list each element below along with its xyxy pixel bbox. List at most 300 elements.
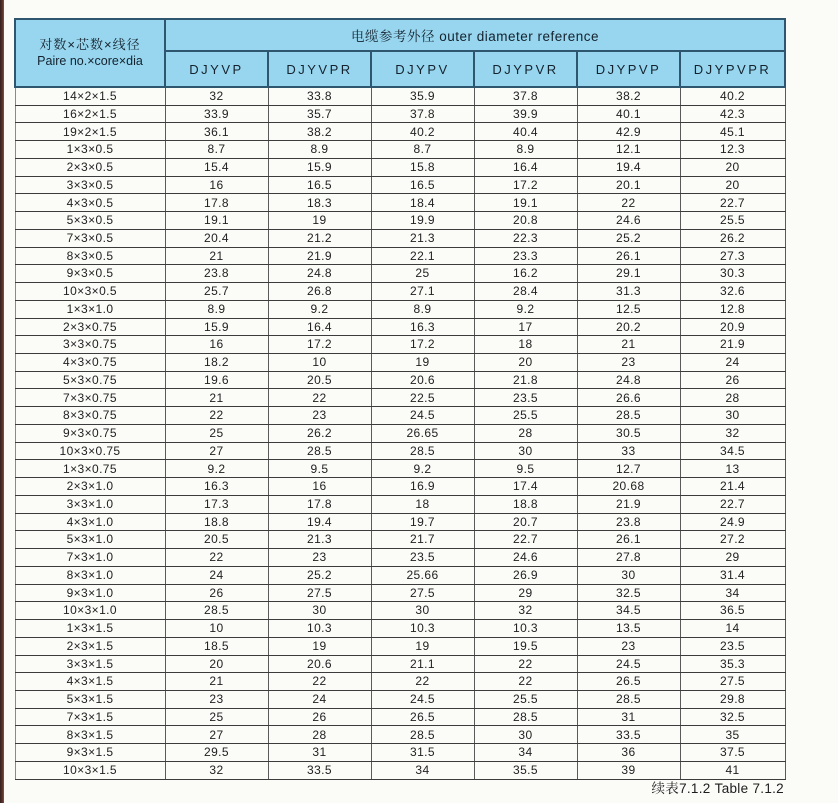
diameter-cell: 12.7 bbox=[577, 460, 680, 478]
table-row bbox=[15, 265, 785, 283]
diameter-cell: 28.5 bbox=[474, 708, 577, 726]
table-row bbox=[15, 176, 785, 194]
diameter-cell: 32 bbox=[165, 87, 268, 105]
diameter-cell: 15.8 bbox=[371, 158, 474, 176]
diameter-cell: 17.3 bbox=[165, 495, 268, 513]
diameter-cell: 24.5 bbox=[577, 655, 680, 673]
diameter-cell: 15.9 bbox=[268, 158, 371, 176]
diameter-cell: 21.4 bbox=[680, 478, 785, 496]
diameter-cell: 20.7 bbox=[474, 513, 577, 531]
diameter-cell: 25.5 bbox=[680, 212, 785, 230]
table-row bbox=[15, 229, 785, 247]
diameter-cell: 18.8 bbox=[474, 495, 577, 513]
diameter-cell: 22 bbox=[474, 655, 577, 673]
row-spec: 5×3×1.0 bbox=[15, 531, 165, 549]
table-row bbox=[15, 460, 785, 478]
diameter-cell: 9.5 bbox=[474, 460, 577, 478]
diameter-cell: 9.2 bbox=[474, 300, 577, 318]
diameter-cell: 23.3 bbox=[474, 247, 577, 265]
diameter-cell: 9.2 bbox=[165, 460, 268, 478]
diameter-cell: 27.3 bbox=[680, 247, 785, 265]
diameter-cell: 19.5 bbox=[474, 637, 577, 655]
diameter-cell: 17.2 bbox=[371, 336, 474, 354]
diameter-cell: 25.2 bbox=[577, 229, 680, 247]
diameter-cell: 37.8 bbox=[371, 105, 474, 123]
diameter-cell: 26.65 bbox=[371, 424, 474, 442]
table-row bbox=[15, 389, 785, 407]
diameter-cell: 32 bbox=[165, 761, 268, 779]
diameter-cell: 27.5 bbox=[371, 584, 474, 602]
table-row bbox=[15, 194, 785, 212]
table-row bbox=[15, 566, 785, 584]
row-spec: 3×3×0.75 bbox=[15, 336, 165, 354]
diameter-cell: 24.5 bbox=[371, 407, 474, 425]
row-spec: 10×3×0.5 bbox=[15, 283, 165, 301]
diameter-cell: 21.8 bbox=[474, 371, 577, 389]
diameter-cell: 28.5 bbox=[165, 602, 268, 620]
table-row bbox=[15, 690, 785, 708]
row-spec: 5×3×0.75 bbox=[15, 371, 165, 389]
diameter-cell: 36.5 bbox=[680, 602, 785, 620]
diameter-cell: 21 bbox=[165, 673, 268, 691]
diameter-cell: 25.5 bbox=[474, 407, 577, 425]
diameter-cell: 26.2 bbox=[268, 424, 371, 442]
diameter-cell: 17.2 bbox=[268, 336, 371, 354]
diameter-cell: 8.7 bbox=[371, 141, 474, 159]
table-row bbox=[15, 407, 785, 425]
table-row bbox=[15, 637, 785, 655]
diameter-cell: 19.9 bbox=[371, 212, 474, 230]
table-row bbox=[15, 744, 785, 762]
diameter-cell: 22 bbox=[165, 549, 268, 567]
diameter-cell: 17.8 bbox=[165, 194, 268, 212]
diameter-cell: 26.1 bbox=[577, 247, 680, 265]
diameter-cell: 23 bbox=[577, 637, 680, 655]
diameter-cell: 18.4 bbox=[371, 194, 474, 212]
diameter-cell: 19 bbox=[371, 637, 474, 655]
diameter-cell: 19.1 bbox=[165, 212, 268, 230]
diameter-cell: 37.8 bbox=[474, 87, 577, 105]
diameter-cell: 10.3 bbox=[371, 620, 474, 638]
diameter-cell: 34 bbox=[680, 584, 785, 602]
diameter-cell: 32.5 bbox=[680, 708, 785, 726]
diameter-cell: 28 bbox=[474, 424, 577, 442]
diameter-cell: 21 bbox=[165, 389, 268, 407]
row-spec: 2×3×1.5 bbox=[15, 637, 165, 655]
table-header bbox=[15, 19, 785, 87]
diameter-cell: 22.3 bbox=[474, 229, 577, 247]
diameter-cell: 35.3 bbox=[680, 655, 785, 673]
diameter-cell: 10 bbox=[268, 354, 371, 372]
diameter-cell: 17.8 bbox=[268, 495, 371, 513]
diameter-cell: 27.5 bbox=[268, 584, 371, 602]
diameter-cell: 30 bbox=[680, 407, 785, 425]
row-spec: 2×3×1.0 bbox=[15, 478, 165, 496]
diameter-cell: 33.5 bbox=[577, 726, 680, 744]
table-row bbox=[15, 442, 785, 460]
diameter-cell: 21.9 bbox=[268, 247, 371, 265]
diameter-cell: 28.4 bbox=[474, 283, 577, 301]
diameter-cell: 28.5 bbox=[371, 726, 474, 744]
diameter-cell: 26 bbox=[268, 708, 371, 726]
diameter-cell: 23.5 bbox=[371, 549, 474, 567]
diameter-cell: 13.5 bbox=[577, 620, 680, 638]
row-spec: 10×3×1.5 bbox=[15, 761, 165, 779]
spec-header-cn: 对数×芯数×线径 bbox=[39, 37, 141, 52]
diameter-cell: 8.7 bbox=[165, 141, 268, 159]
diameter-cell: 31.3 bbox=[577, 283, 680, 301]
table-row bbox=[15, 336, 785, 354]
row-spec: 8×3×0.75 bbox=[15, 407, 165, 425]
diameter-cell: 28 bbox=[268, 726, 371, 744]
diameter-cell: 32 bbox=[680, 424, 785, 442]
diameter-cell: 19 bbox=[268, 212, 371, 230]
diameter-cell: 27.5 bbox=[680, 673, 785, 691]
diameter-cell: 14 bbox=[680, 620, 785, 638]
diameter-reference-table bbox=[14, 18, 786, 780]
diameter-cell: 34.5 bbox=[680, 442, 785, 460]
diameter-cell: 22 bbox=[165, 407, 268, 425]
diameter-cell: 32.5 bbox=[577, 584, 680, 602]
diameter-cell: 16.9 bbox=[371, 478, 474, 496]
diameter-cell: 10.3 bbox=[268, 620, 371, 638]
diameter-cell: 20 bbox=[165, 655, 268, 673]
table-row bbox=[15, 158, 785, 176]
diameter-cell: 13 bbox=[680, 460, 785, 478]
row-spec: 8×3×1.5 bbox=[15, 726, 165, 744]
table-row bbox=[15, 602, 785, 620]
diameter-cell: 12.8 bbox=[680, 300, 785, 318]
table-row bbox=[15, 478, 785, 496]
diameter-cell: 24.9 bbox=[680, 513, 785, 531]
diameter-cell: 19.1 bbox=[474, 194, 577, 212]
diameter-cell: 12.5 bbox=[577, 300, 680, 318]
diameter-cell: 23 bbox=[268, 549, 371, 567]
table-row bbox=[15, 300, 785, 318]
diameter-cell: 22 bbox=[268, 389, 371, 407]
spec-header-en: Paire no.×core×dia bbox=[37, 54, 143, 68]
diameter-cell: 18.2 bbox=[165, 354, 268, 372]
table-row bbox=[15, 212, 785, 230]
row-spec: 16×2×1.5 bbox=[15, 105, 165, 123]
diameter-cell: 34 bbox=[474, 744, 577, 762]
diameter-cell: 25 bbox=[165, 424, 268, 442]
diameter-cell: 20.6 bbox=[371, 371, 474, 389]
diameter-cell: 22.5 bbox=[371, 389, 474, 407]
diameter-cell: 16 bbox=[268, 478, 371, 496]
diameter-cell: 20.5 bbox=[268, 371, 371, 389]
diameter-reference-table-wrap bbox=[14, 18, 784, 780]
diameter-cell: 38.2 bbox=[268, 123, 371, 141]
diameter-cell: 21.1 bbox=[371, 655, 474, 673]
table-row bbox=[15, 673, 785, 691]
row-spec: 4×3×0.5 bbox=[15, 194, 165, 212]
diameter-cell: 18.8 bbox=[165, 513, 268, 531]
row-spec: 3×3×0.5 bbox=[15, 176, 165, 194]
table-row bbox=[15, 531, 785, 549]
diameter-cell: 45.1 bbox=[680, 123, 785, 141]
diameter-cell: 18.5 bbox=[165, 637, 268, 655]
row-spec: 1×3×1.5 bbox=[15, 620, 165, 638]
diameter-cell: 32 bbox=[474, 602, 577, 620]
diameter-cell: 24 bbox=[268, 690, 371, 708]
table-row bbox=[15, 283, 785, 301]
diameter-cell: 26.8 bbox=[268, 283, 371, 301]
diameter-cell: 31 bbox=[268, 744, 371, 762]
diameter-cell: 28.5 bbox=[577, 407, 680, 425]
diameter-cell: 29 bbox=[680, 549, 785, 567]
diameter-cell: 39 bbox=[577, 761, 680, 779]
diameter-cell: 35.9 bbox=[371, 87, 474, 105]
table-body bbox=[15, 87, 785, 779]
diameter-cell: 22.7 bbox=[474, 531, 577, 549]
diameter-cell: 22.7 bbox=[680, 495, 785, 513]
diameter-cell: 9.5 bbox=[268, 460, 371, 478]
diameter-cell: 36 bbox=[577, 744, 680, 762]
diameter-cell: 21.3 bbox=[268, 531, 371, 549]
diameter-cell: 35 bbox=[680, 726, 785, 744]
row-spec: 3×3×1.0 bbox=[15, 495, 165, 513]
diameter-cell: 26.9 bbox=[474, 566, 577, 584]
scan-edge-artifact bbox=[0, 0, 4, 803]
table-row bbox=[15, 655, 785, 673]
diameter-cell: 8.9 bbox=[165, 300, 268, 318]
table-row bbox=[15, 549, 785, 567]
row-spec: 2×3×0.75 bbox=[15, 318, 165, 336]
diameter-cell: 39.9 bbox=[474, 105, 577, 123]
diameter-cell: 27 bbox=[165, 726, 268, 744]
diameter-cell: 29.8 bbox=[680, 690, 785, 708]
column-header-djypvr: DJYPVR bbox=[474, 51, 577, 87]
diameter-cell: 30 bbox=[268, 602, 371, 620]
diameter-cell: 32.6 bbox=[680, 283, 785, 301]
diameter-cell: 30.5 bbox=[577, 424, 680, 442]
diameter-cell: 25 bbox=[371, 265, 474, 283]
diameter-cell: 25 bbox=[165, 708, 268, 726]
row-spec: 19×2×1.5 bbox=[15, 123, 165, 141]
diameter-cell: 20.2 bbox=[577, 318, 680, 336]
diameter-cell: 25.5 bbox=[474, 690, 577, 708]
diameter-cell: 17 bbox=[474, 318, 577, 336]
row-spec: 5×3×1.5 bbox=[15, 690, 165, 708]
diameter-cell: 16 bbox=[165, 336, 268, 354]
diameter-cell: 27.1 bbox=[371, 283, 474, 301]
row-spec: 7×3×1.5 bbox=[15, 708, 165, 726]
diameter-cell: 25.2 bbox=[268, 566, 371, 584]
diameter-cell: 22.7 bbox=[680, 194, 785, 212]
row-spec: 1×3×0.5 bbox=[15, 141, 165, 159]
diameter-cell: 28.5 bbox=[268, 442, 371, 460]
table-row bbox=[15, 318, 785, 336]
diameter-cell: 19.6 bbox=[165, 371, 268, 389]
diameter-cell: 40.1 bbox=[577, 105, 680, 123]
row-spec: 5×3×0.5 bbox=[15, 212, 165, 230]
diameter-cell: 33.9 bbox=[165, 105, 268, 123]
diameter-cell: 8.9 bbox=[371, 300, 474, 318]
table-row bbox=[15, 141, 785, 159]
diameter-cell: 21.9 bbox=[577, 495, 680, 513]
diameter-cell: 27.8 bbox=[577, 549, 680, 567]
row-spec: 9×3×1.5 bbox=[15, 744, 165, 762]
row-spec: 8×3×1.0 bbox=[15, 566, 165, 584]
diameter-cell: 22.1 bbox=[371, 247, 474, 265]
table-continuation-caption: 续表7.1.2 Table 7.1.2 bbox=[651, 781, 784, 796]
diameter-cell: 24.8 bbox=[577, 371, 680, 389]
diameter-cell: 21.2 bbox=[268, 229, 371, 247]
diameter-cell: 16.4 bbox=[474, 158, 577, 176]
diameter-cell: 19.4 bbox=[577, 158, 680, 176]
diameter-cell: 25.66 bbox=[371, 566, 474, 584]
diameter-cell: 20.8 bbox=[474, 212, 577, 230]
diameter-cell: 18 bbox=[474, 336, 577, 354]
diameter-cell: 20.1 bbox=[577, 176, 680, 194]
row-spec: 1×3×0.75 bbox=[15, 460, 165, 478]
diameter-cell: 29.5 bbox=[165, 744, 268, 762]
diameter-cell: 16.4 bbox=[268, 318, 371, 336]
table-row bbox=[15, 123, 785, 141]
diameter-cell: 21.3 bbox=[371, 229, 474, 247]
diameter-cell: 22 bbox=[371, 673, 474, 691]
diameter-cell: 27 bbox=[165, 442, 268, 460]
outer-diameter-span-header: 电缆参考外径 outer diameter reference bbox=[165, 19, 785, 51]
column-header-djyvp: DJYVP bbox=[165, 51, 268, 87]
diameter-cell: 31.5 bbox=[371, 744, 474, 762]
diameter-cell: 20.9 bbox=[680, 318, 785, 336]
diameter-cell: 24.6 bbox=[577, 212, 680, 230]
diameter-cell: 31 bbox=[577, 708, 680, 726]
diameter-cell: 26.6 bbox=[577, 389, 680, 407]
row-spec: 10×3×0.75 bbox=[15, 442, 165, 460]
diameter-cell: 34.5 bbox=[577, 602, 680, 620]
diameter-cell: 23.5 bbox=[474, 389, 577, 407]
diameter-cell: 41 bbox=[680, 761, 785, 779]
diameter-cell: 40.2 bbox=[680, 87, 785, 105]
row-spec: 7×3×0.5 bbox=[15, 229, 165, 247]
column-header-djypvpr: DJYPVPR bbox=[680, 51, 785, 87]
table-row bbox=[15, 424, 785, 442]
row-spec: 14×2×1.5 bbox=[15, 87, 165, 105]
spec-column-header bbox=[15, 19, 165, 87]
row-spec: 4×3×1.5 bbox=[15, 673, 165, 691]
diameter-cell: 19.4 bbox=[268, 513, 371, 531]
diameter-cell: 16.3 bbox=[371, 318, 474, 336]
diameter-cell: 8.9 bbox=[268, 141, 371, 159]
table-row bbox=[15, 726, 785, 744]
row-spec: 7×3×1.0 bbox=[15, 549, 165, 567]
diameter-cell: 21.9 bbox=[680, 336, 785, 354]
row-spec: 1×3×1.0 bbox=[15, 300, 165, 318]
diameter-cell: 36.1 bbox=[165, 123, 268, 141]
diameter-cell: 22 bbox=[268, 673, 371, 691]
diameter-cell: 23 bbox=[268, 407, 371, 425]
table-row bbox=[15, 247, 785, 265]
diameter-cell: 26 bbox=[165, 584, 268, 602]
row-spec: 8×3×0.5 bbox=[15, 247, 165, 265]
diameter-cell: 33 bbox=[577, 442, 680, 460]
diameter-cell: 25.7 bbox=[165, 283, 268, 301]
diameter-cell: 16.5 bbox=[268, 176, 371, 194]
column-header-djyvpr: DJYVPR bbox=[268, 51, 371, 87]
diameter-cell: 10 bbox=[165, 620, 268, 638]
diameter-cell: 23 bbox=[577, 354, 680, 372]
diameter-cell: 30.3 bbox=[680, 265, 785, 283]
diameter-cell: 20 bbox=[680, 158, 785, 176]
table-row bbox=[15, 513, 785, 531]
diameter-cell: 22 bbox=[577, 194, 680, 212]
diameter-cell: 30 bbox=[577, 566, 680, 584]
diameter-cell: 27.2 bbox=[680, 531, 785, 549]
diameter-cell: 24 bbox=[680, 354, 785, 372]
diameter-cell: 22 bbox=[474, 673, 577, 691]
diameter-cell: 8.9 bbox=[474, 141, 577, 159]
table-row bbox=[15, 87, 785, 105]
row-spec: 9×3×1.0 bbox=[15, 584, 165, 602]
diameter-cell: 33.8 bbox=[268, 87, 371, 105]
diameter-cell: 35.5 bbox=[474, 761, 577, 779]
diameter-cell: 16.2 bbox=[474, 265, 577, 283]
diameter-cell: 19.7 bbox=[371, 513, 474, 531]
table-row bbox=[15, 620, 785, 638]
row-spec: 9×3×0.5 bbox=[15, 265, 165, 283]
row-spec: 7×3×0.75 bbox=[15, 389, 165, 407]
diameter-cell: 29 bbox=[474, 584, 577, 602]
diameter-cell: 19 bbox=[371, 354, 474, 372]
diameter-cell: 9.2 bbox=[268, 300, 371, 318]
diameter-cell: 35.7 bbox=[268, 105, 371, 123]
diameter-cell: 17.4 bbox=[474, 478, 577, 496]
diameter-cell: 24.5 bbox=[371, 690, 474, 708]
diameter-cell: 20.4 bbox=[165, 229, 268, 247]
diameter-cell: 29.1 bbox=[577, 265, 680, 283]
diameter-cell: 40.4 bbox=[474, 123, 577, 141]
diameter-cell: 16.3 bbox=[165, 478, 268, 496]
diameter-cell: 17.2 bbox=[474, 176, 577, 194]
diameter-cell: 26 bbox=[680, 371, 785, 389]
diameter-cell: 10.3 bbox=[474, 620, 577, 638]
table-row bbox=[15, 708, 785, 726]
row-spec: 2×3×0.5 bbox=[15, 158, 165, 176]
diameter-cell: 20 bbox=[474, 354, 577, 372]
diameter-cell: 37.5 bbox=[680, 744, 785, 762]
diameter-cell: 23 bbox=[165, 690, 268, 708]
diameter-cell: 42.3 bbox=[680, 105, 785, 123]
diameter-cell: 19 bbox=[268, 637, 371, 655]
diameter-cell: 24 bbox=[165, 566, 268, 584]
diameter-cell: 23.5 bbox=[680, 637, 785, 655]
table-row bbox=[15, 495, 785, 513]
diameter-cell: 20.68 bbox=[577, 478, 680, 496]
row-spec: 3×3×1.5 bbox=[15, 655, 165, 673]
diameter-cell: 12.1 bbox=[577, 141, 680, 159]
diameter-cell: 34 bbox=[371, 761, 474, 779]
row-spec: 10×3×1.0 bbox=[15, 602, 165, 620]
diameter-cell: 23.8 bbox=[165, 265, 268, 283]
diameter-cell: 21.7 bbox=[371, 531, 474, 549]
diameter-cell: 21 bbox=[165, 247, 268, 265]
column-header-djypvp: DJYPVP bbox=[577, 51, 680, 87]
column-header-djypv: DJYPV bbox=[371, 51, 474, 87]
diameter-cell: 16.5 bbox=[371, 176, 474, 194]
diameter-cell: 38.2 bbox=[577, 87, 680, 105]
diameter-cell: 30 bbox=[474, 442, 577, 460]
diameter-cell: 26.5 bbox=[577, 673, 680, 691]
diameter-cell: 23.8 bbox=[577, 513, 680, 531]
row-spec: 4×3×1.0 bbox=[15, 513, 165, 531]
diameter-cell: 16 bbox=[165, 176, 268, 194]
diameter-cell: 26.5 bbox=[371, 708, 474, 726]
diameter-cell: 21 bbox=[577, 336, 680, 354]
diameter-cell: 33.5 bbox=[268, 761, 371, 779]
